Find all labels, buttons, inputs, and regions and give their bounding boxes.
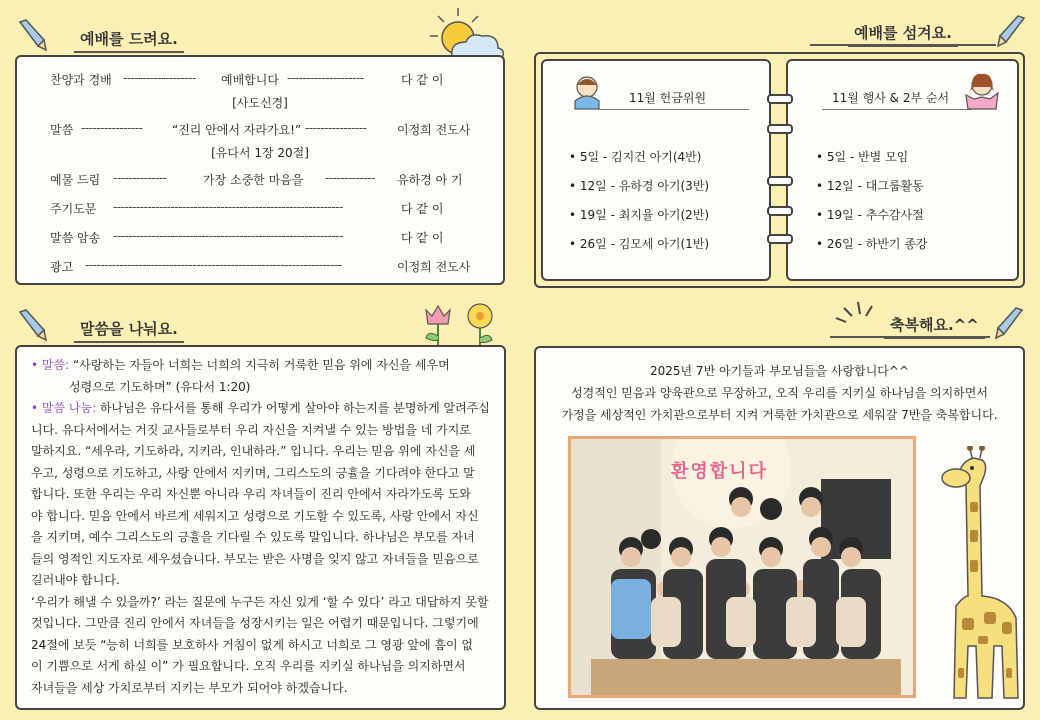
pencil-icon (14, 308, 48, 346)
order-row (17, 171, 503, 189)
list-item-text: 12일 - 유하경 아기(3반) (579, 179, 710, 193)
list-item-text: 12일 - 대그룹활동 (826, 179, 924, 193)
title-underline (830, 336, 990, 338)
list-item: • 19일 - 최지율 아기(2반) (569, 208, 710, 222)
dash-line: ------------------------------------------------------------------- (85, 258, 342, 272)
order-leader: 유하경 아 기 (397, 173, 463, 187)
section-title-worship: 예배를 드려요. (74, 28, 184, 53)
order-leader: 이정희 전도사 (397, 123, 471, 137)
title-underline (810, 44, 996, 46)
word-body (31, 355, 492, 699)
event-list (816, 148, 928, 264)
verse-line: • 말씀: “사랑하는 자들아 너희는 너희의 지극히 거룩한 믿음 위에 자신을 세우며 (31, 358, 450, 372)
order-leader: 다 같 이 (401, 202, 444, 216)
section-title-serve: 예배를 섬겨요. (848, 22, 958, 47)
order-item: 찬양과 경배 (50, 73, 112, 87)
girl-icon (960, 69, 1004, 115)
list-item-text: 5일 - 반별 모임 (826, 150, 909, 164)
dash-line: -------------- (113, 171, 167, 185)
order-row (17, 71, 503, 89)
share-line: 말하지요. “세우라, 기도하라, 지키라, 인내하라.” 입니다. 우리는 믿음 위에 자신을 세 (31, 444, 476, 458)
share-line: 이 기쁨으로 서게 하실 이” 가 필요합니다. 오직 우리를 지키실 하나님을 의지하면서 (31, 659, 466, 673)
section-title-word: 말씀을 나눠요. (74, 318, 184, 343)
notebook-right-page (786, 59, 1019, 281)
bless-text (536, 360, 1023, 426)
binder-ring (767, 94, 793, 104)
list-item-text: 19일 - 추수감사절 (826, 208, 924, 222)
share-line: 것입니다. 그만큼 진리 안에서 자녀들을 성장시키는 일은 어렵기 때문입니다. 그렇기에 (31, 616, 479, 630)
heading-rule (599, 109, 749, 110)
heading-left: 11월 헌금위원 (629, 91, 707, 105)
order-note: [사도신경] (232, 96, 288, 110)
dash-line: ---------------- (305, 121, 367, 135)
share-label: 말씀 나눔: (41, 401, 97, 415)
share-line: 길러내야 합니다. (31, 573, 120, 587)
dash-line: ------------------- (123, 71, 196, 85)
order-row (17, 200, 503, 218)
list-item: • 5일 - 반별 모임 (816, 150, 909, 164)
list-item-text: 26일 - 하반기 종강 (826, 237, 928, 251)
share-line: 을 지키며, 예수 그리스도의 긍휼을 기다릴 수 있도록 말입니다. 하나님은 부모를 자녀 (31, 530, 475, 544)
order-item: 예물 드림 (50, 173, 101, 187)
list-item: • 12일 - 대그룹활동 (816, 179, 924, 193)
serve-notebook (534, 52, 1025, 288)
binder-ring (767, 124, 793, 134)
dash-line: ------------------------------------------------------------ (113, 200, 343, 214)
dash-line: ------------- (325, 171, 375, 185)
share-line: 합니다. 또한 우리는 우리 자신뿐 아니라 우리 자녀들이 진리 안에서 자라가도록 도와 (31, 487, 471, 501)
order-item: 말씀 암송 (50, 231, 101, 245)
verse-text: “사랑하는 자들아 너희는 너희의 지극히 거룩한 믿음 위에 자신을 세우며 (72, 358, 450, 372)
list-item: • 26일 - 하반기 종강 (816, 237, 928, 251)
bless-line: 가정을 세상적인 가치관으로부터 지켜 거룩한 가치관으로 세워갈 7반을 축복합니다. (561, 408, 998, 422)
order-content: “진리 안에서 자라가요!” (172, 123, 302, 137)
share-line: • 말씀 나눔: 하나님은 유다서를 통해 우리가 어떻게 살아야 하는지를 분명하게 알려주십 (31, 401, 490, 415)
list-item: • 19일 - 추수감사절 (816, 208, 924, 222)
order-row (17, 258, 503, 276)
verse-label: 말씀: (41, 358, 70, 372)
order-note: [유다서 1장 20절] (211, 146, 309, 160)
share-text: 하나님은 유다서를 통해 우리가 어떻게 살아야 하는지를 분명하게 알려주십 (99, 401, 490, 415)
bless-panel (534, 346, 1025, 710)
share-line: 들의 영적인 지도자로 세우셨습니다. 부모는 받은 사명을 잊지 않고 자녀들을 믿음으로 (31, 551, 479, 566)
dash-line: -------------------- (287, 71, 364, 85)
sparkle-icon (832, 300, 878, 330)
order-row (17, 229, 503, 247)
list-item: • 26일 - 김모세 아기(1반) (569, 237, 710, 251)
binder-ring (767, 176, 793, 186)
list-item: • 5일 - 김지건 아기(4반) (569, 150, 702, 164)
section-title-bless: 축복해요.^^ (884, 314, 985, 339)
class-photo (568, 436, 916, 698)
share-line: ‘우리가 해낼 수 있을까?’ 라는 질문에 누구든 자신 있게 ‘할 수 있다’ 라고 대답하지 못할 (31, 594, 489, 609)
list-item-text: 5일 - 김지건 아기(4반) (579, 150, 702, 164)
pencil-icon (14, 18, 48, 56)
offering-list (569, 148, 709, 264)
pencil-icon (996, 14, 1030, 52)
bless-line: 성경적인 믿음과 양육관으로 무장하고, 오직 우리를 지키실 하나님을 의지하면서 (571, 386, 988, 400)
heading-rule (822, 109, 972, 110)
bless-line: 2025년 7반 아기들과 부모님들을 사랑합니다^^ (649, 364, 909, 378)
list-item-text: 26일 - 김모세 아기(1반) (579, 237, 710, 251)
order-content: 예배합니다 (221, 73, 279, 87)
pencil-icon (994, 306, 1028, 344)
order-row (17, 121, 503, 139)
share-line: 니다. 유다서에서는 거짓 교사들로부터 우리 자신을 지켜낼 수 있는 방법을 네 가지로 (31, 422, 471, 437)
word-panel (15, 345, 506, 710)
welcome-sign: 환영합니다 (671, 461, 768, 482)
order-item: 주기도문 (50, 202, 97, 216)
order-item: 광고 (50, 260, 74, 274)
heading-right: 11월 행사 & 2부 순서 (832, 91, 950, 105)
dash-line: ---------------- (81, 121, 143, 135)
order-leader: 다 같 이 (401, 231, 444, 245)
list-item-text: 19일 - 최지율 아기(2반) (579, 208, 710, 222)
share-line: 24절에 보듯 “능히 너희를 보호하사 거침이 없게 하시고 너희로 그 영광 앞에 흠이 없 (31, 637, 474, 652)
share-line: 자녀들을 세상 가치로부터 지키는 부모가 되어야 하겠습니다. (31, 680, 348, 695)
order-item: 말씀 (50, 123, 74, 137)
giraffe-icon (934, 446, 1026, 712)
order-leader: 다 같 이 (401, 73, 444, 87)
share-line: 우고, 성령으로 기도하고, 사랑 안에서 지키며, 그리스도의 긍휼을 기다려야 한다고 말 (31, 465, 475, 480)
binder-ring (767, 234, 793, 244)
verse-line: 성령으로 기도하며” (유다서 1:20) (69, 379, 251, 394)
order-leader: 이정희 전도사 (397, 260, 471, 274)
dash-line: ------------------------------------------------------------ (113, 229, 343, 243)
share-line: 야 합니다. 믿음 안에서 바르게 세워지고 성령으로 기도할 수 있도록, 사랑 안에서 자신 (31, 508, 479, 523)
binder-ring (767, 206, 793, 216)
order-content: 가장 소중한 마음을 (203, 173, 304, 187)
worship-order-panel (15, 55, 505, 285)
list-item: • 12일 - 유하경 아기(3반) (569, 179, 710, 193)
notebook-left-page (541, 59, 771, 281)
